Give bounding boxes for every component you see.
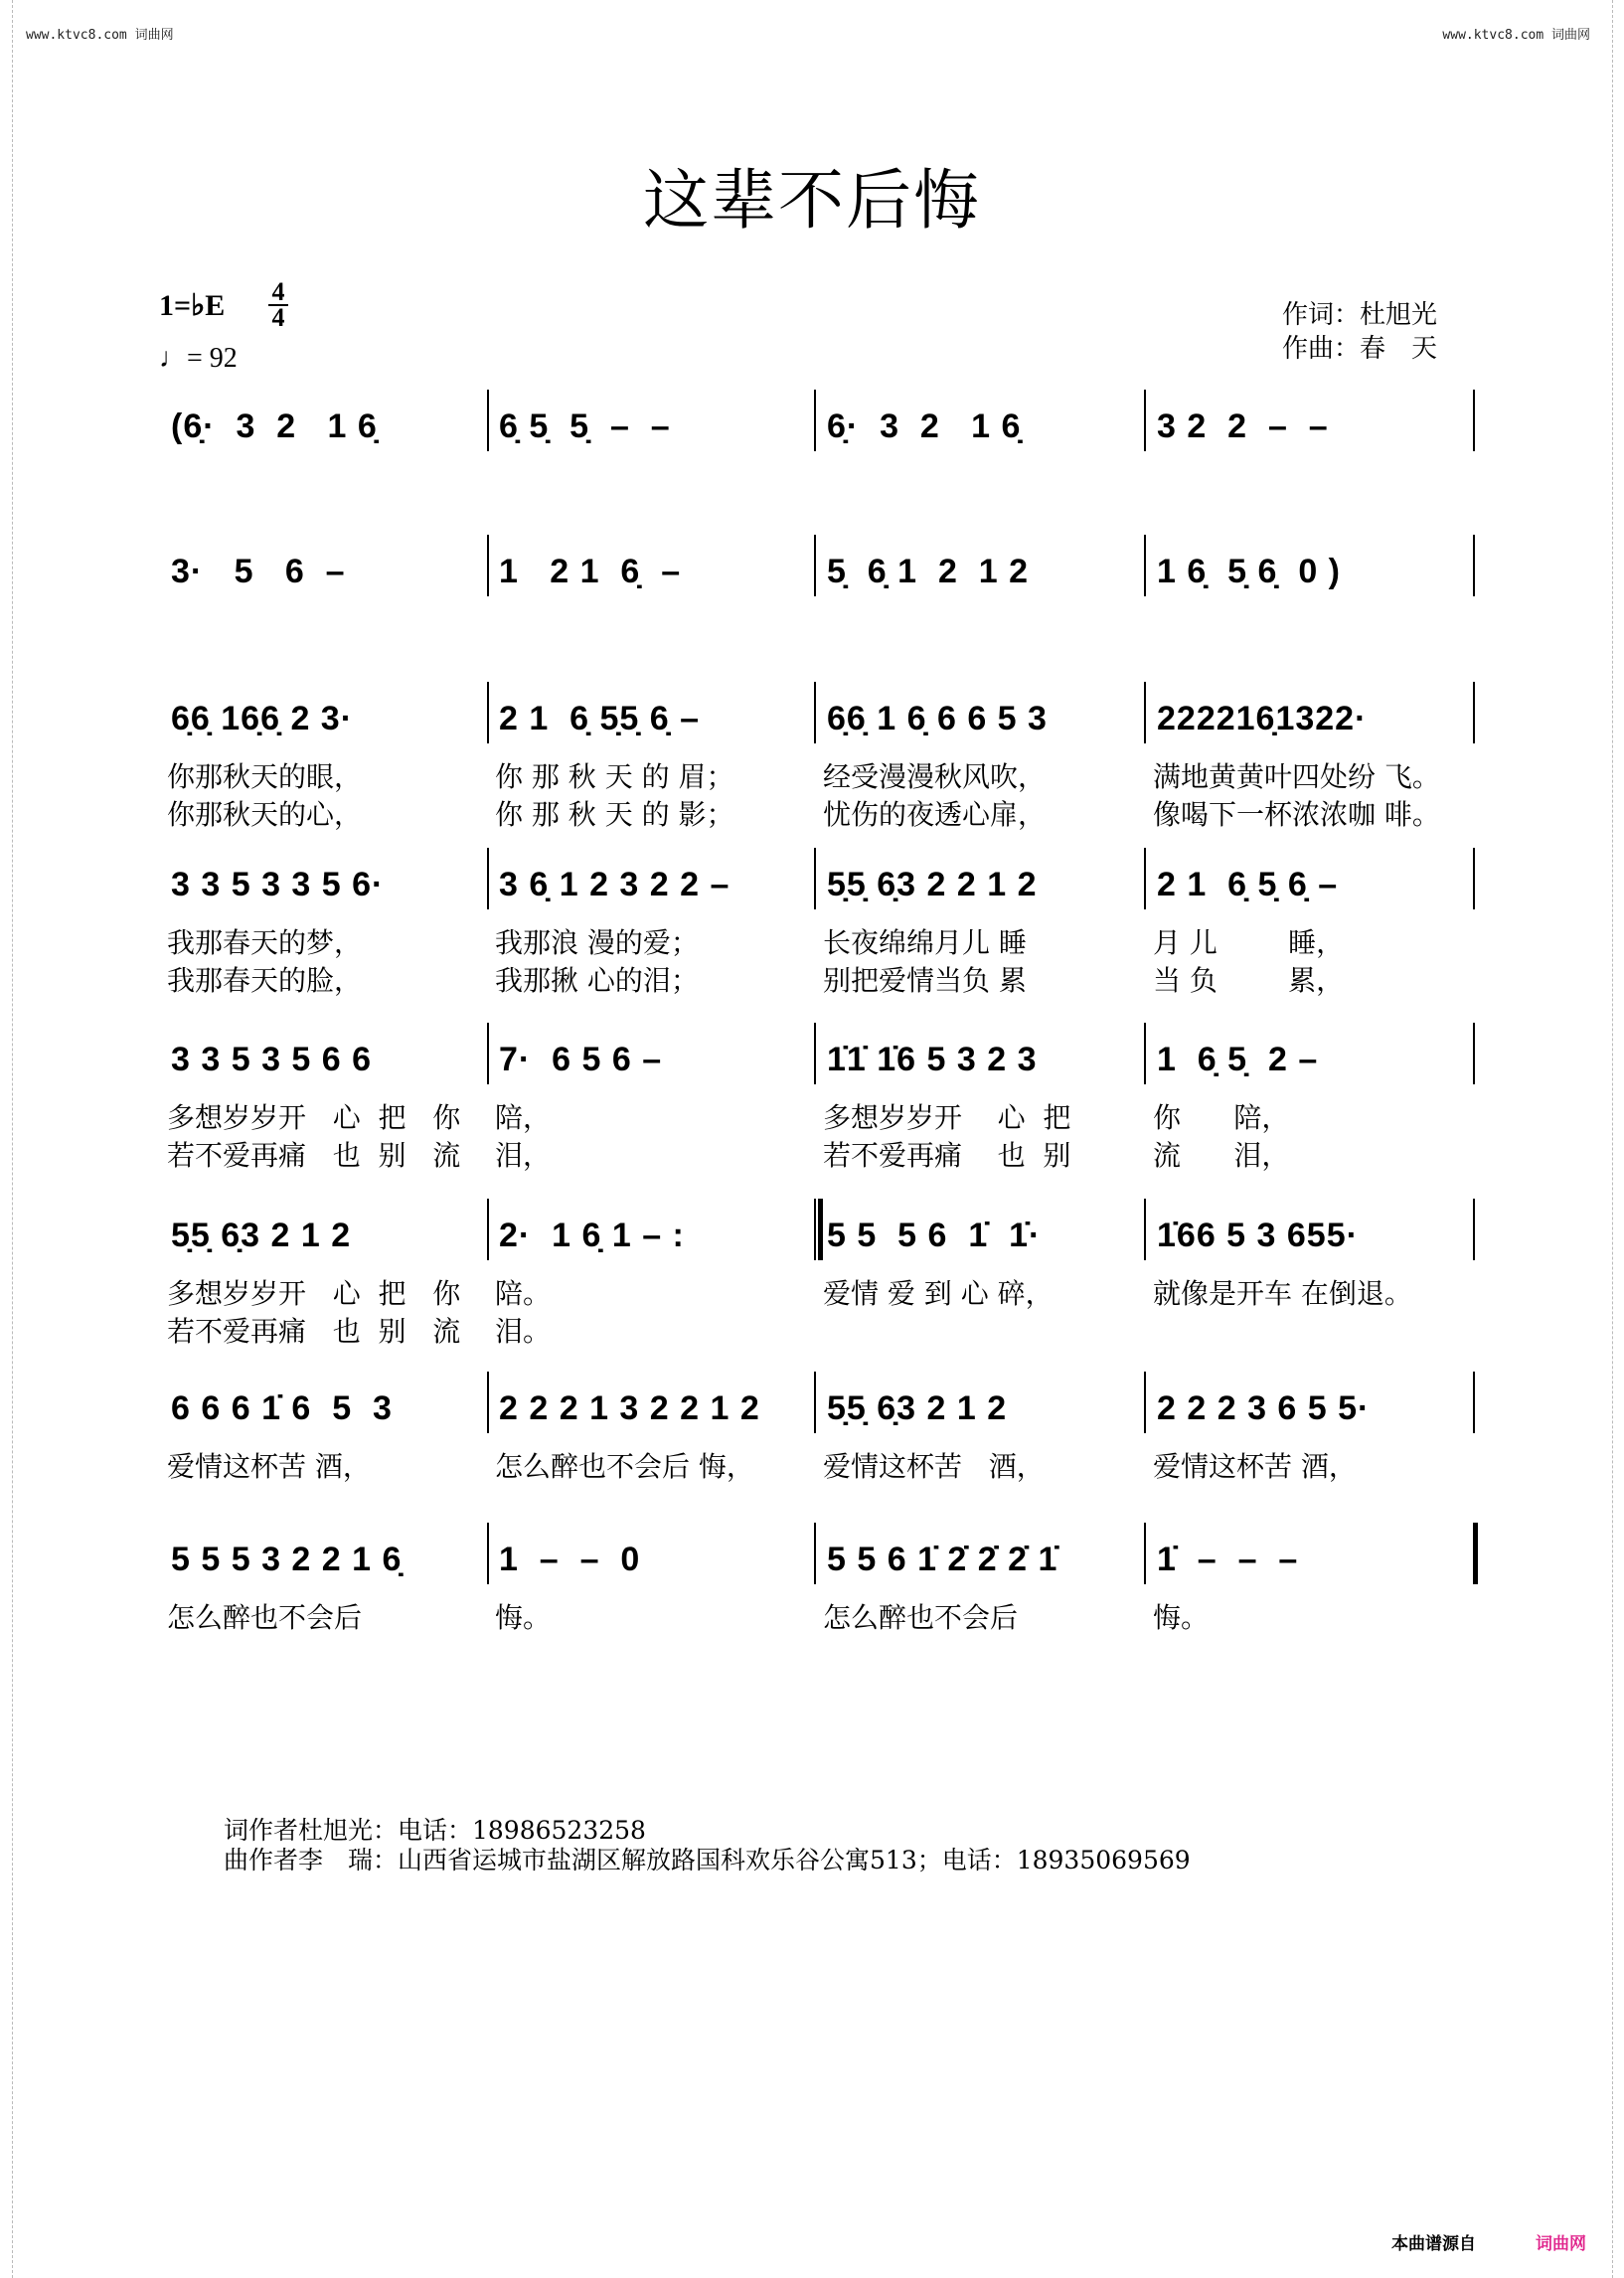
barline [1473,848,1475,909]
lyric-verse-1: 爱情这杯苦 酒， [1153,1450,1357,1483]
lyric-verse-1: 怎么醉也不会后 悔， [495,1450,754,1483]
lyric-verse-1: 满地黄黄叶四处纷 飞。 [1153,760,1440,793]
lyric-verse-1: 你 陪， [1153,1101,1290,1134]
barline [814,1023,816,1084]
measure-notes: 2 1 6̣ 5̣ 6̣ – [1157,866,1339,903]
composer-info: 曲作者李 瑞：山西省运城市盐湖区解放路国科欢乐谷公寓513；电话：18935069569 [224,1846,1191,1874]
barline [1144,848,1146,909]
lyric-verse-1: 爱情 爱 到 心 碎， [823,1277,1054,1310]
lyric-verse-1: 我那浪 漫的爱； [495,926,699,959]
lyric-verse-2: 泪。 [495,1315,552,1348]
lyric-verse-2: 忧伤的夜透心扉， [823,798,1047,831]
lyric-verse-1: 你那秋天的眼， [167,760,363,793]
lyric-verse-1: 多想岁岁开 心 把 你 [167,1277,461,1310]
lyric-verse-1: 怎么醉也不会后 [167,1601,363,1634]
measure-notes: 3 6̣ 1 2 3 2 2 – [499,866,731,903]
measure-notes: 2 2 2 1 3 2 2 1 2 [499,1389,760,1427]
lyric-verse-2: 若不爱再痛 也 别 流 [167,1139,461,1172]
barline [487,682,489,743]
lyric-verse-1: 就像是开车 在倒退。 [1153,1277,1412,1310]
lyric-verse-1: 月 儿 睡， [1153,926,1345,959]
measure-notes: 3 2 2 – – [1157,407,1329,445]
barline [814,1523,816,1584]
barline [487,848,489,909]
barline [1144,682,1146,743]
measure-notes: 5̣ 6̣ 1 2 1 2 [827,553,1030,590]
barline [1473,535,1475,596]
measure-notes: 3· 5 6 – [171,553,346,590]
barline [487,1199,489,1260]
source-site-link[interactable]: 词曲网 [1536,2234,1586,2254]
repeat-barline [818,1199,823,1260]
measure-notes: 2 1 6̣ 5̣5̣ 6̣ – [499,700,701,737]
lyric-verse-2: 你 那 秋 天 的 影； [495,798,734,831]
lyric-verse-2: 当 负 累， [1153,964,1345,997]
barline [1144,1372,1146,1433]
lyricist-credit: 作词：杜旭光 [1282,300,1438,330]
measure-notes: 5 5 5 3 2 2 1 6̣ [171,1541,403,1578]
measure-notes: 1 6̣ 5̣ 6̣ 0 ) [1157,553,1341,590]
barline [487,535,489,596]
barline [487,1372,489,1433]
composer-credit: 作曲：春 天 [1282,334,1438,364]
lyric-verse-1: 多想岁岁开 心 把 [823,1101,1071,1134]
time-bottom: 4 [271,303,285,332]
lyric-verse-1: 悔。 [1153,1601,1210,1634]
barline [1144,535,1146,596]
measure-notes: (6̣· 3 2 1 6̣ [171,407,378,445]
lyric-verse-1: 悔。 [495,1601,552,1634]
key-signature: 1=♭E [159,289,226,322]
measure-notes: 1 – – 0 [499,1541,641,1578]
barline [1144,1023,1146,1084]
lyric-verse-1: 多想岁岁开 心 把 你 [167,1101,461,1134]
song-title: 这辈不后悔 [643,162,981,239]
lyric-verse-1: 爱情这杯苦 酒， [823,1450,1045,1483]
final-barline [1473,1523,1478,1584]
barline [1473,390,1475,451]
measure-notes: 222216̣1322· [1157,700,1368,737]
lyric-verse-2: 若不爱再痛 也 别 流 [167,1315,461,1348]
lyric-verse-2: 我那春天的脸， [167,964,363,997]
barline [1473,1372,1475,1433]
lyric-verse-1: 怎么醉也不会后 [823,1601,1019,1634]
measure-notes: 5 5 6 1̇ 2̇ 2̇ 2̇ 1̇ [827,1541,1058,1578]
measure-notes: 3 3 5 3 3 5 6· [171,866,385,903]
measure-notes: 3 3 5 3 5 6 6 [171,1041,373,1078]
measure-notes: 5̣5̣ 6̣3 2 1 2 [827,1389,1008,1427]
barline [1473,1199,1475,1260]
lyric-verse-2: 别把爱情当负 累 [823,964,1027,997]
lyric-verse-1: 长夜绵绵月儿 睡 [823,926,1027,959]
time-signature [268,277,288,332]
measure-notes: 6̣6̣ 1 6̣ 6 6 5 3 [827,700,1048,737]
barline [1473,1023,1475,1084]
barline [814,1199,816,1260]
right-border-watermark [1612,0,1613,2278]
measure-notes: 7· 6 5 6 – [499,1041,663,1078]
watermark-left: www.ktvc8.com 词曲网 [26,28,174,43]
barline [814,682,816,743]
lyric-verse-2: 我那揪 心的泪； [495,964,699,997]
lyric-verse-1: 你 那 秋 天 的 眉； [495,760,734,793]
measure-notes: 1 6̣ 5̣ 2 – [1157,1041,1319,1078]
measure-notes: 6̣ 5̣ 5̣ – – [499,407,671,445]
measure-notes: 1 2 1 6̣ – [499,553,682,590]
barline [1144,1523,1146,1584]
lyric-verse-2: 若不爱再痛 也 别 [823,1139,1071,1172]
tempo-marking: ♩= 92 [159,343,238,374]
measure-notes: 5̣5̣ 6̣3 2 1 2 [171,1217,352,1254]
lyric-verse-2: 泪， [495,1139,552,1172]
measure-notes: 2· 1 6̣ 1 – : [499,1217,685,1254]
measure-notes: 6 6 6 1̇ 6 5 3 [171,1389,393,1427]
measure-notes: 5 5 5 6 1̇ 1̇· [827,1217,1042,1254]
lyric-verse-2: 你那秋天的心， [167,798,363,831]
measure-notes: 1̇66 5 3 655· [1157,1217,1359,1254]
measure-notes: 5̣5̣ 6̣3 2 2 1 2 [827,866,1038,903]
lyric-verse-2: 流 泪， [1153,1139,1290,1172]
barline [814,1372,816,1433]
barline [487,1523,489,1584]
measure-notes: 2 2 2 3 6 5 5· [1157,1389,1371,1427]
lyric-verse-1: 陪， [495,1101,552,1134]
barline [487,390,489,451]
lyric-verse-1: 陪。 [495,1277,552,1310]
lyric-verse-1: 经受漫漫秋风吹， [823,760,1047,793]
left-border-watermark [12,0,13,2278]
measure-notes: 1̇ – – – [1157,1541,1299,1578]
lyric-verse-1: 爱情这杯苦 酒， [167,1450,371,1483]
measure-notes: 6̣6̣ 16̣6̣ 2 3· [171,700,354,737]
measure-notes: 1̇1̇ 1̇6 5 3 2 3 [827,1041,1038,1078]
lyric-verse-2: 像喝下一杯浓浓咖 啡。 [1153,798,1440,831]
barline [814,848,816,909]
lyricist-info: 词作者杜旭光：电话：18986523258 [224,1816,646,1845]
barline [814,535,816,596]
watermark-right: www.ktvc8.com 词曲网 [1442,28,1590,43]
measure-notes: 6̣· 3 2 1 6̣ [827,407,1022,445]
barline [814,390,816,451]
barline [1144,1199,1146,1260]
time-top: 4 [271,277,285,306]
lyric-verse-1: 我那春天的梦， [167,926,363,959]
source-label: 本曲谱源自 [1391,2234,1476,2254]
barline [487,1023,489,1084]
barline [1473,682,1475,743]
barline [1144,390,1146,451]
